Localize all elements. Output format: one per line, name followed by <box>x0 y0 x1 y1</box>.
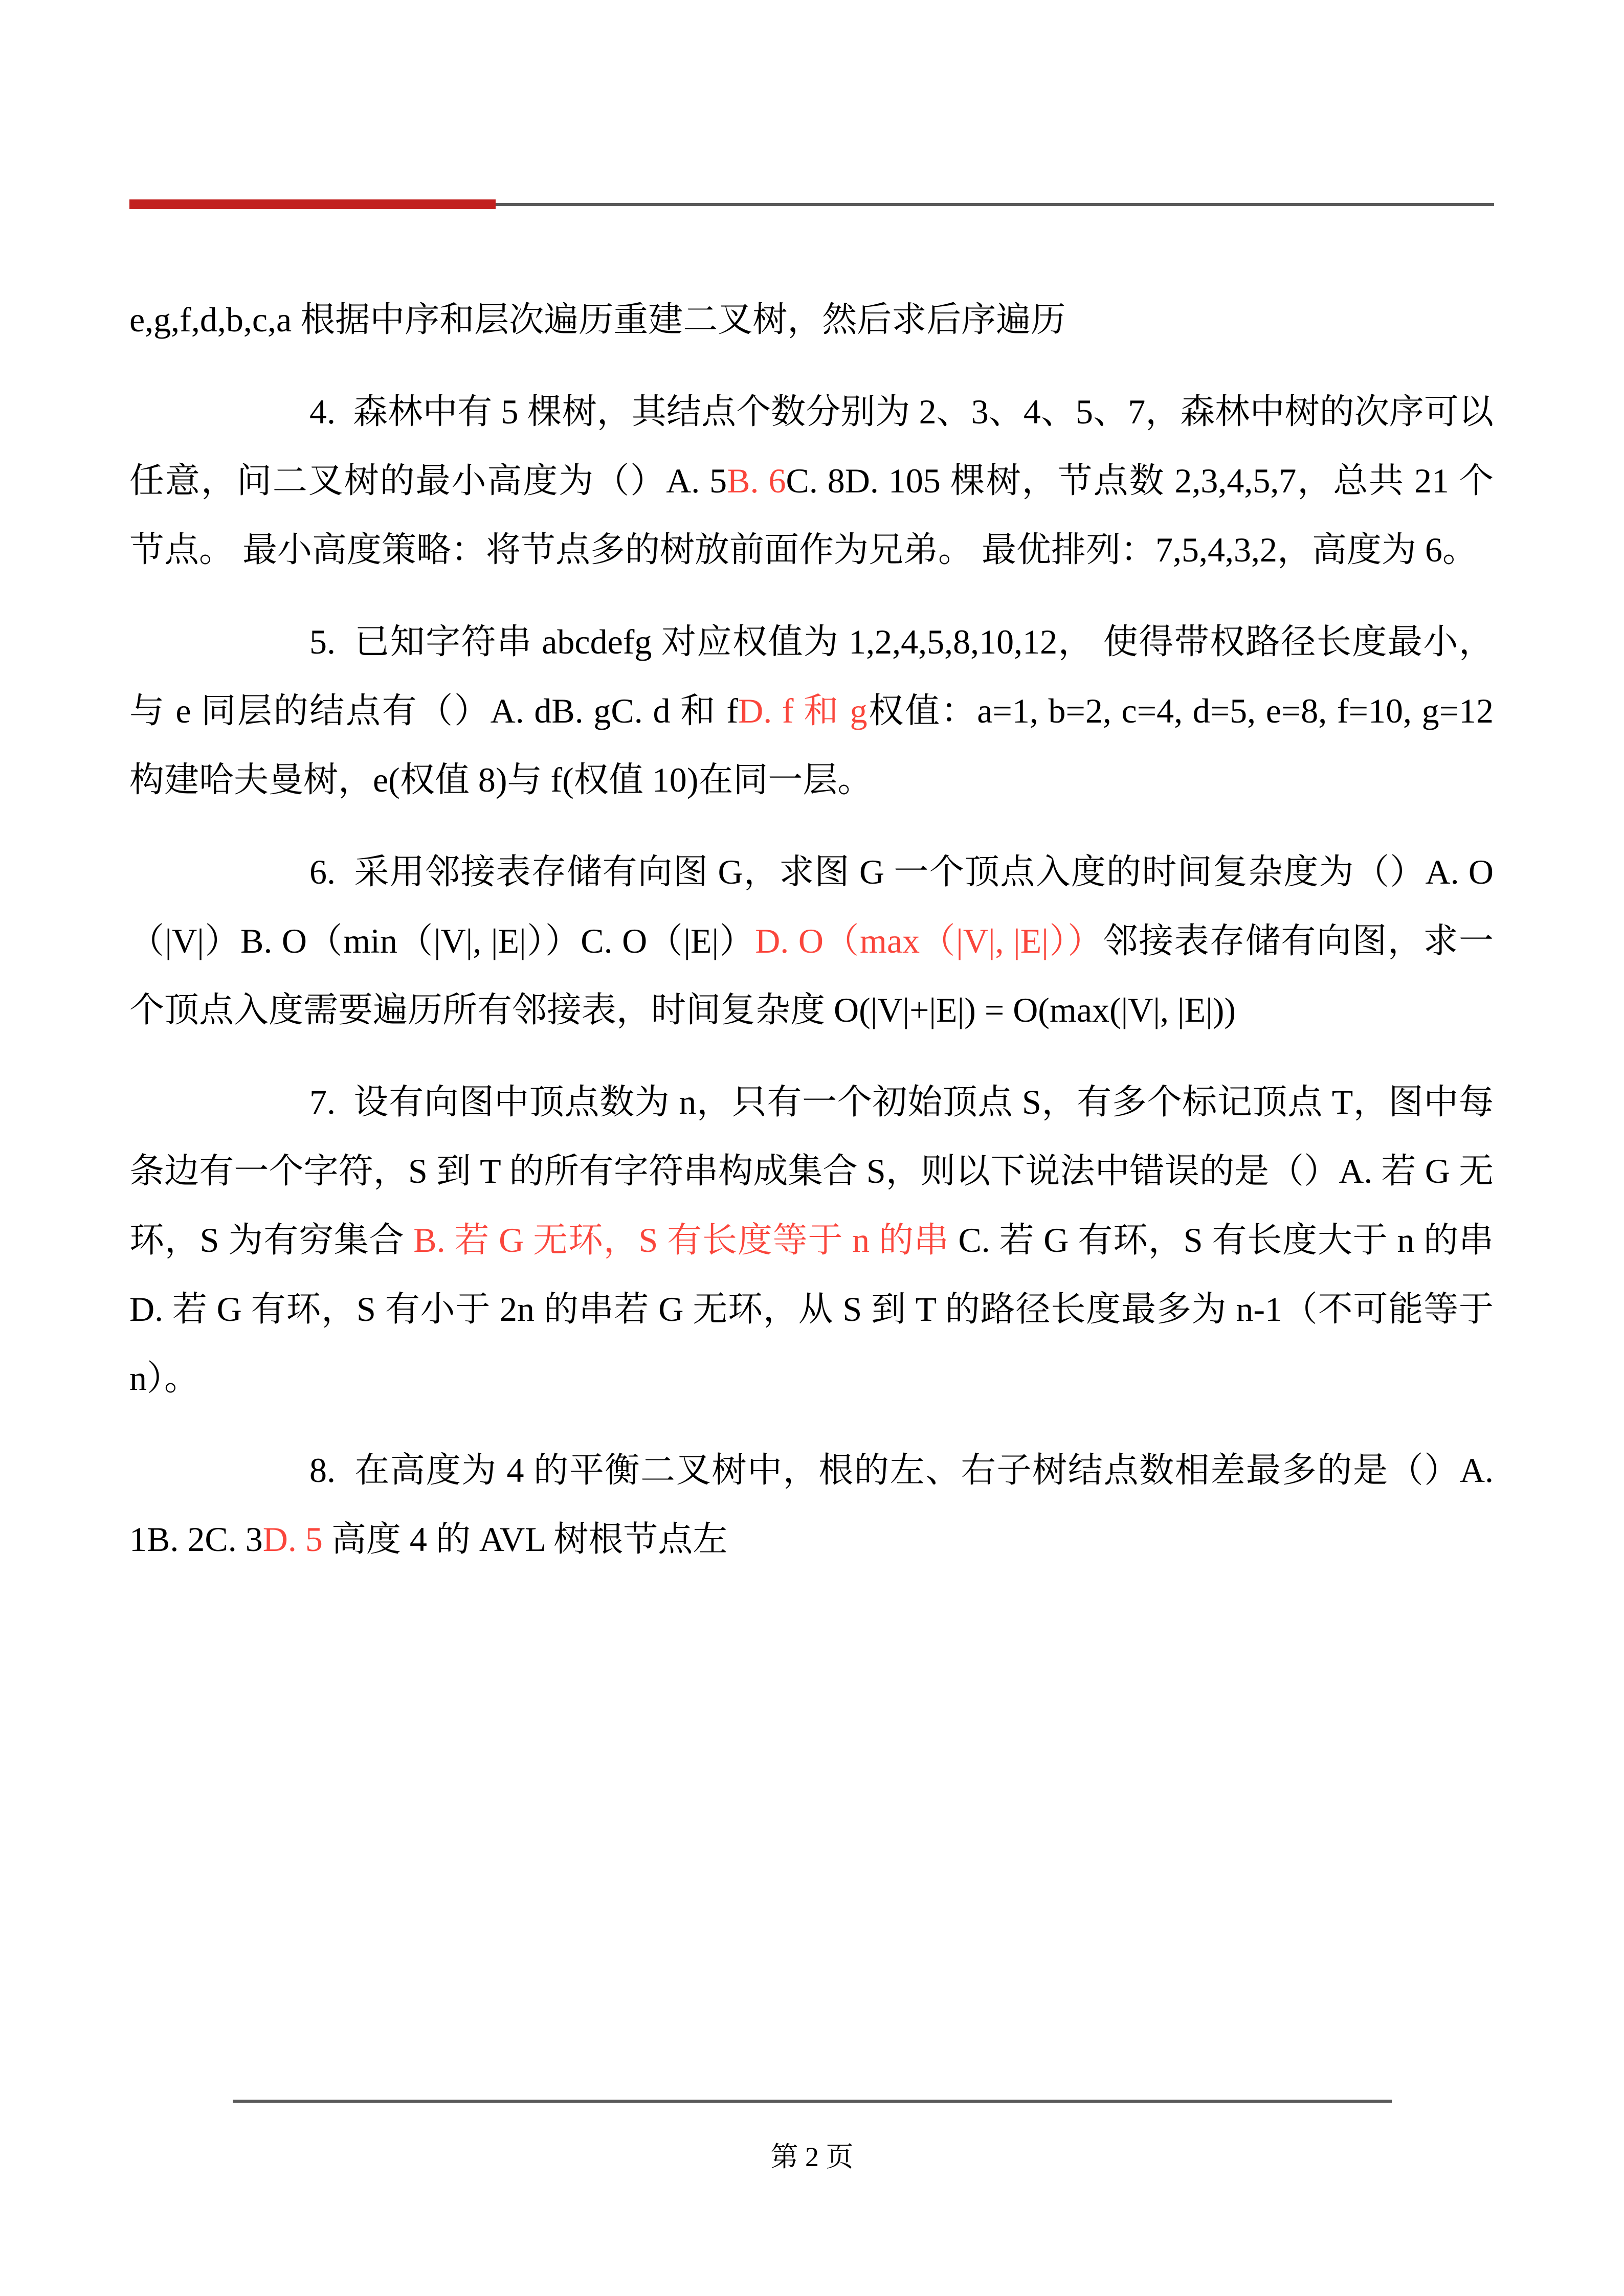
text-run: 权值：a=1, b=2, c=4, d=5, e=8, f=10, g=12 构建哈夫曼树，e(权值 8)与 f(权值 10)在同一层。 <box>129 691 1494 799</box>
paragraph-question-6 <box>129 838 1494 1045</box>
paragraph-question-7 <box>129 1068 1494 1413</box>
paragraph-question-5 <box>129 607 1494 815</box>
text-run: 邻接表存储有向图，求一个顶点入度需要遍历所有邻接表，时间复杂度 O(|V|+|E|) = O(max(|V|, |E|)) <box>129 921 1494 1029</box>
text-run: C. 若 G 有环，S 有长度大于 n 的串 D. 若 G 有环，S 有小于 2n 的串若 G 无环，从 S 到 T 的路径长度最多为 n-1（不可能等于 n）。 <box>129 1221 1494 1398</box>
text-run: 7. 设有向图中顶点数为 n，只有一个初始顶点 S，有多个标记顶点 T，图中每条边有一个字符，S 到 T 的所有字符串构成集合 S，则以下说法中错误的是（）A. 若 G 无环，S 为有穷集合 <box>129 1083 1494 1259</box>
text-run: 8. 在高度为 4 的平衡二叉树中，根的左、右子树结点数相差最多的是（）A. 1B. 2C. 3 <box>129 1451 1494 1559</box>
answer-text-run: D. 5 <box>262 1520 323 1559</box>
text-run: 4. 森林中有 5 棵树，其结点个数分别为 2、3、4、5、7，森林中树的次序可以任意，问二叉树的最小高度为（）A. 5 <box>129 392 1494 500</box>
text-run: 高度 4 的 AVL 树根节点左 <box>322 1520 728 1559</box>
footer-rule-line <box>233 2100 1392 2103</box>
page-number-label: 第 2 页 <box>770 2142 854 2172</box>
paragraph-question-8 <box>129 1436 1494 1574</box>
paragraph-question-4 <box>129 377 1494 584</box>
text-run: C. 8D. 105 棵树，节点数 2,3,4,5,7，总共 21 个节点。 最小高度策略：将节点多的树放前面作为兄弟。 最优排列：7,5,4,3,2，高度为 6。 <box>129 461 1494 569</box>
text-run: 5. 已知字符串 abcdefg 对应权值为 1,2,4,5,8,10,12， 使得带权路径长度最小，与 e 同层的结点有（）A. dB. gC. d 和 f <box>129 622 1494 730</box>
answer-text-run: D. f 和 g <box>738 691 867 730</box>
answer-text-run: D. O（max（|V|, |E|）） <box>755 921 1103 960</box>
document-body <box>129 285 1494 1597</box>
answer-text-run: B. 若 G 无环，S 有长度等于 n 的串 <box>413 1221 949 1259</box>
header-rule-line <box>496 203 1494 206</box>
text-run: e,g,f,d,b,c,a 根据中序和层次遍历重建二叉树，然后求后序遍历 <box>129 300 1066 339</box>
paragraph-continuation-paragraph <box>129 285 1494 354</box>
header-accent-bar <box>129 199 496 209</box>
answer-text-run: B. 6 <box>727 461 786 500</box>
text-run: 6. 采用邻接表存储有向图 G，求图 G 一个顶点入度的时间复杂度为（）A. O（|V|）B. O（min（|V|, |E|））C. O（|E|） <box>129 852 1494 960</box>
